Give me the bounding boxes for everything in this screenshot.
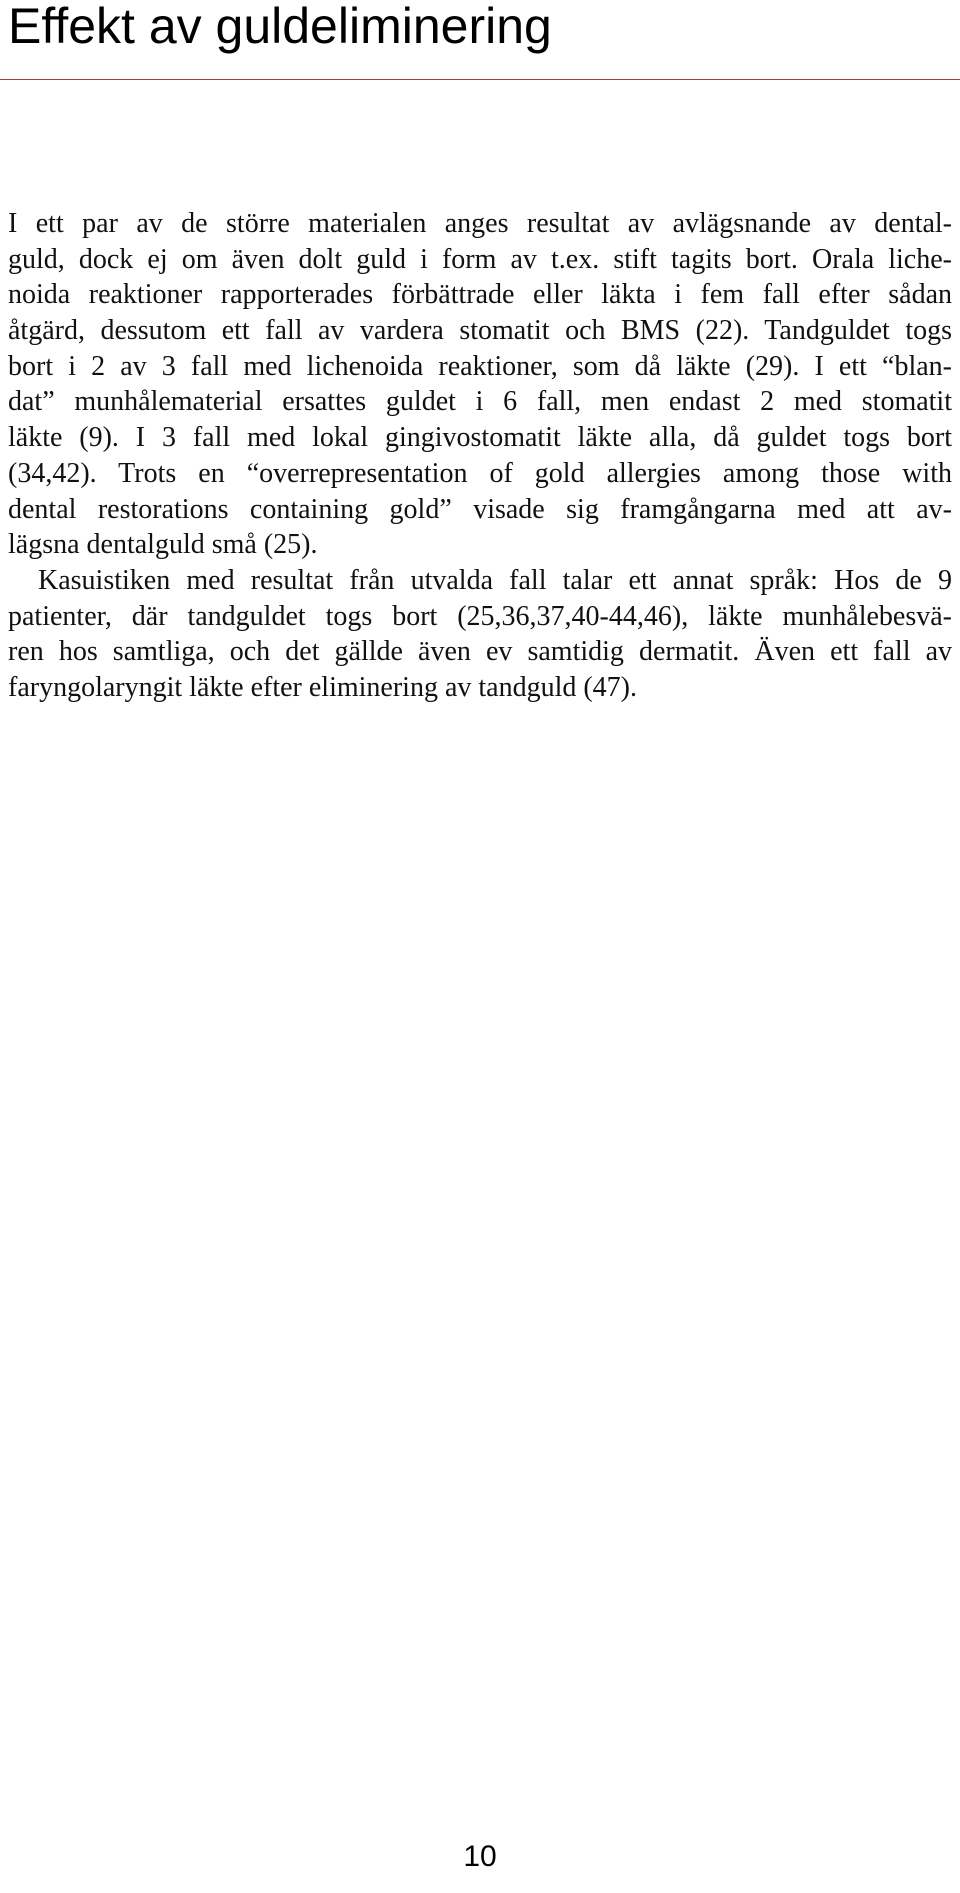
section-heading: Effekt av guldeliminering: [8, 0, 552, 54]
text-line: bort i 2 av 3 fall med lichenoida reaktioner, som då läkte (29). I ett “blan-: [8, 350, 952, 382]
text-line: noida reaktioner rapporterades förbättrade eller läkta i fem fall efter sådan: [8, 279, 952, 311]
text-line: dental restorations containing gold” visade sig framgångarna med att av-: [8, 493, 952, 525]
text-line: I ett par av de större materialen anges resultat av avlägsnande av dental-: [8, 208, 952, 239]
text-line: patienter, där tandguldet togs bort (25,36,37,40-44,46), läkte munhålebesvä-: [8, 600, 952, 632]
paragraph-1: [8, 206, 952, 563]
text-line: faryngolaryngit läkte efter eliminering av tandguld (47).: [8, 671, 638, 703]
text-line: åtgärd, dessutom ett fall av vardera stomatit och BMS (22). Tandguldet togs: [8, 315, 952, 347]
text-line: Kasuistiken med resultat från utvalda fall talar ett annat språk: Hos de 9: [38, 564, 952, 596]
text-line: ren hos samtliga, och det gällde även ev samtidig dermatit. Även ett fall av: [8, 636, 952, 668]
paragraph-2: [8, 563, 952, 706]
body-text: [8, 206, 952, 706]
text-line: dat” munhålematerial ersattes guldet i 6 fall, men endast 2 med stomatit: [8, 386, 952, 418]
text-line: guld, dock ej om även dolt guld i form av t.ex. stift tagits bort. Orala liche-: [8, 243, 952, 275]
text-line: (34,42). Trots en “overrepresentation of gold allergies among those with: [8, 457, 952, 489]
text-line: lägsna dentalguld små (25).: [8, 529, 318, 561]
page-number: 10: [463, 1840, 497, 1873]
text-line: läkte (9). I 3 fall med lokal gingivostomatit läkte alla, då guldet togs bort: [8, 422, 952, 454]
heading-divider: [0, 79, 960, 80]
